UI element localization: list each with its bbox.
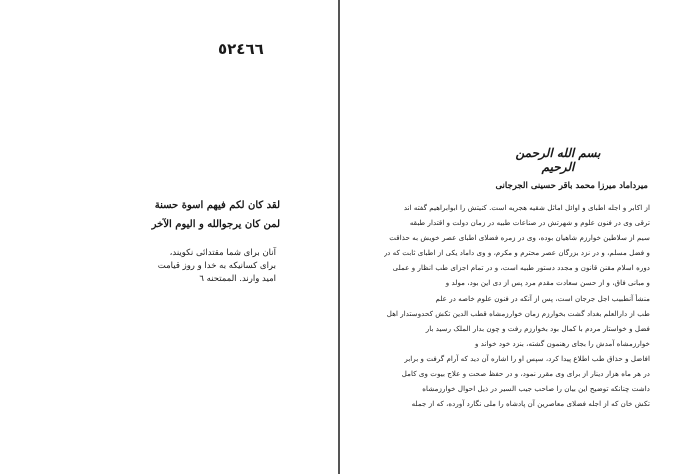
body-line: منشأ آنطبیب اجل جرجان است، پس از آنکه در فنون علوم خاصه در علم [435,293,650,303]
biography-heading: میرداماد میرزا محمد باقر حسینی الجرجانی [495,181,648,191]
quran-verse [150,196,280,234]
body-line: تکش خان که از اجله فضلای معاصرین آن پادشاه را ملی نگارد آورده، که از جمله [411,399,650,409]
catalog-number: ٥٢٤٦٦ [218,40,264,58]
body-line: داشت چنانکه توضیح این بیان را صاحب جیب السیر در ذیل احوال خوارزمشاه [422,384,650,394]
verse-translation-note [136,247,276,286]
biography-body [384,200,650,411]
body-line: افاضل و حذاق طب اطلاع پیدا کرد، سپس او را اشاره آن دید که آرام گرفت و برابر [404,353,650,363]
left-page [0,0,338,474]
body-line: خوارزمشاه آمدش را بجای رهنمون گشته، بنزد خود خواند و [474,338,650,348]
verse-line: لمن کان یرجوالله و الیوم الآخر [151,219,280,230]
note-line: آنان برای شما مقتدائی نکویند، [169,248,276,258]
note-line: امید وارند. الممتحنه ٦ [199,274,276,284]
body-line: ترقی وی در فنون علوم و شهرتش در صناعات طبیه در زمان دولت و اقتدار طبقه [409,218,650,228]
basmala-calligraphy: بسم الله الرحمن الرحیم [515,146,601,174]
body-line: فضل و خواستار مردم با کمال بود بخوارزم رفت و چون بدار الملک رسید بار [425,323,650,333]
body-line: طب از دارالعلم بغداد گشت بخوارزم زمان خوارزمشاه قطب الدین تکش کحدوستدار اهل [386,308,650,318]
note-line: برای کسانیکه به خدا و روز قیامت [157,261,276,271]
body-line: در هر ماه هزار دینار از برای وی مقرر نمود، و در حفظ صحت و علاج بیوت وی کامل [401,369,650,379]
body-line: و مبانی فاق، و از حسن سعادت مقدم مرد پس از دی این بود، مولد و [445,278,650,288]
verse-line: لقد کان لکم فیهم اسوة حسنة [154,200,280,211]
body-line: دوره اسلام مقنن قانون و مجدد دستور طبیه است، و در تمام اجزای طب انظار و عملی [392,263,650,273]
body-line: از اکابر و اجله اطبای و اوائل اماثل شقیه هجریه است. کنیتش را ابوابراهیم گفته اند [403,203,650,212]
right-page [340,0,677,474]
body-line: سیم از سلاطین خوارزم شاهیان بوده، وی در زمره فضلای اطبای عصر خویش به حذاقت [389,233,650,243]
body-line: و فضل مسلم، و در نزد بزرگان عصر محترم و مکرم، و وی داماد یکی از اطبای ثابت که در [384,248,650,258]
